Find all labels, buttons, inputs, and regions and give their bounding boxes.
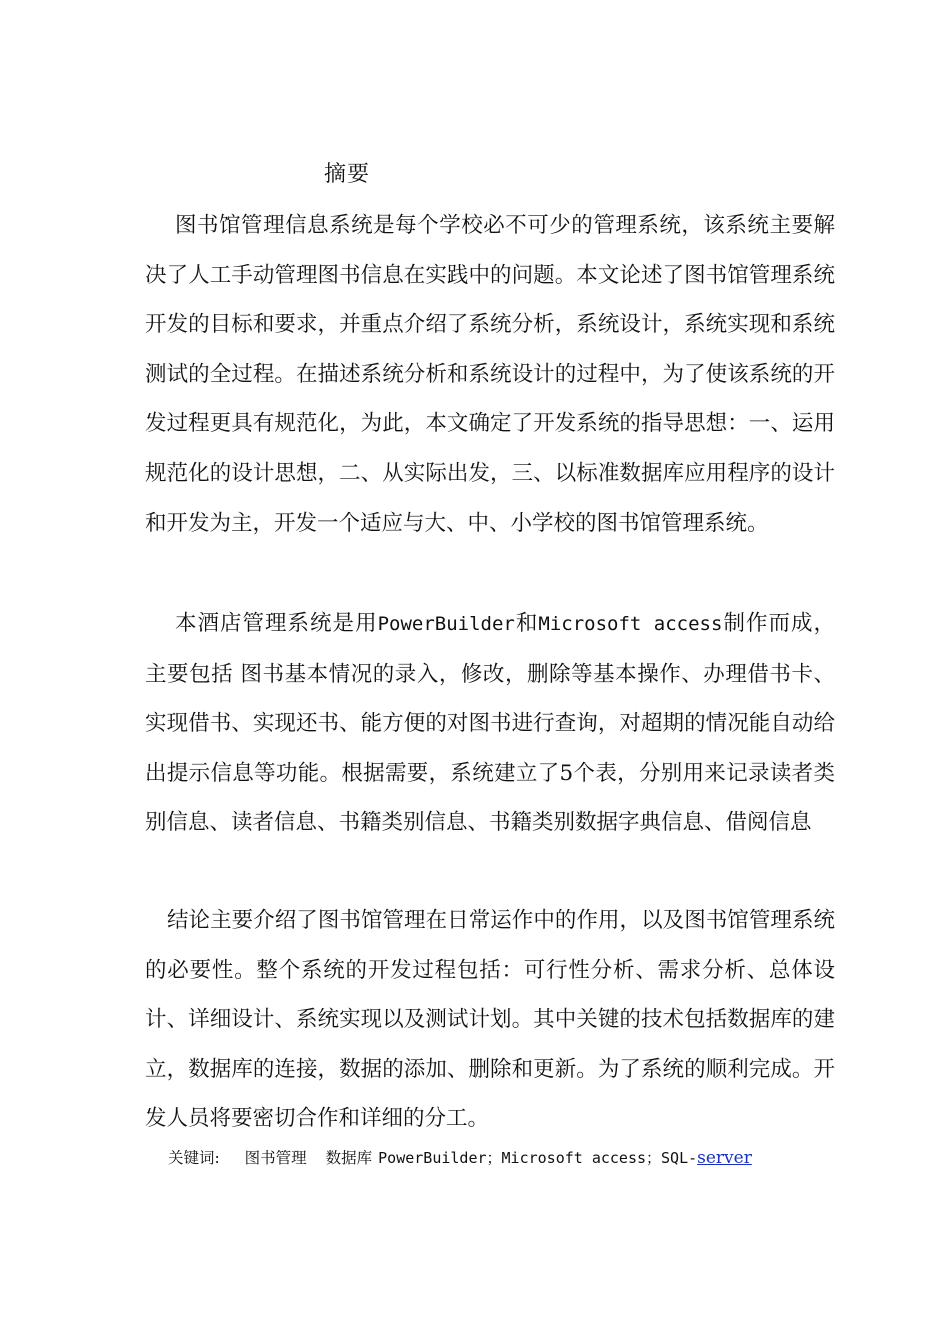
tool-microsoft-access: Microsoft access: [538, 613, 723, 635]
keyword-server-link[interactable]: server: [697, 1148, 752, 1168]
paragraph-2-text-end: 制作而成，主要包括 图书基本情况的录入，修改，删除等基本操作、办理借书卡、实现借书、实现还书、能方便的对图书进行查询，对超期的情况能自动给出提示信息等功能。根据需要，系统建立了5个表，分别用来记录读者类别信息、读者信息、书籍类别信息、书籍类别数据字典信息、借阅信息: [145, 611, 835, 836]
abstract-paragraph-3: 结论主要介绍了图书馆管理在日常运作中的作用，以及图书馆管理系统的必要性。整个系统的开发过程包括：可行性分析、需求分析、总体设计、详细设计、系统实现以及测试计划。其中关键的技术包括数据库的建立，数据库的连接，数据的添加、删除和更新。为了系统的顺利完成。开发人员将要密切合作和详细的分工。: [145, 908, 835, 1132]
abstract-paragraph-2: [145, 599, 835, 848]
page-title: 摘要: [324, 162, 371, 187]
keyword-database: 数据库: [325, 1149, 373, 1167]
abstract-paragraph-1: 图书馆管理信息系统是每个学校必不可少的管理系统，该系统主要解决了人工手动管理图书信息在实践中的问题。本文论述了图书馆管理系统开发的目标和要求，并重点介绍了系统分析，系统设计，系统实现和系统测试的全过程。在描述系统分析和系统设计的过程中，为了使该系统的开发过程更具有规范化，为此，本文确定了开发系统的指导思想：一、运用规范化的设计思想，二、从实际出发，三、以标准数据库应用程序的设计和开发为主，开发一个适应与大、中、小学校的图书馆管理系统。: [145, 213, 835, 536]
tool-powerbuilder: PowerBuilder: [377, 613, 515, 635]
keyword-tools: PowerBuilder；Microsoft access；SQL-: [378, 1149, 698, 1167]
keywords-line: [168, 1145, 752, 1171]
keyword-library-management: 图书管理: [244, 1149, 307, 1167]
keywords-label: 关键词:: [168, 1149, 220, 1167]
paragraph-2-text-start: 本酒店管理系统是用: [175, 611, 378, 636]
paragraph-2-text-join: 和: [514, 611, 539, 636]
